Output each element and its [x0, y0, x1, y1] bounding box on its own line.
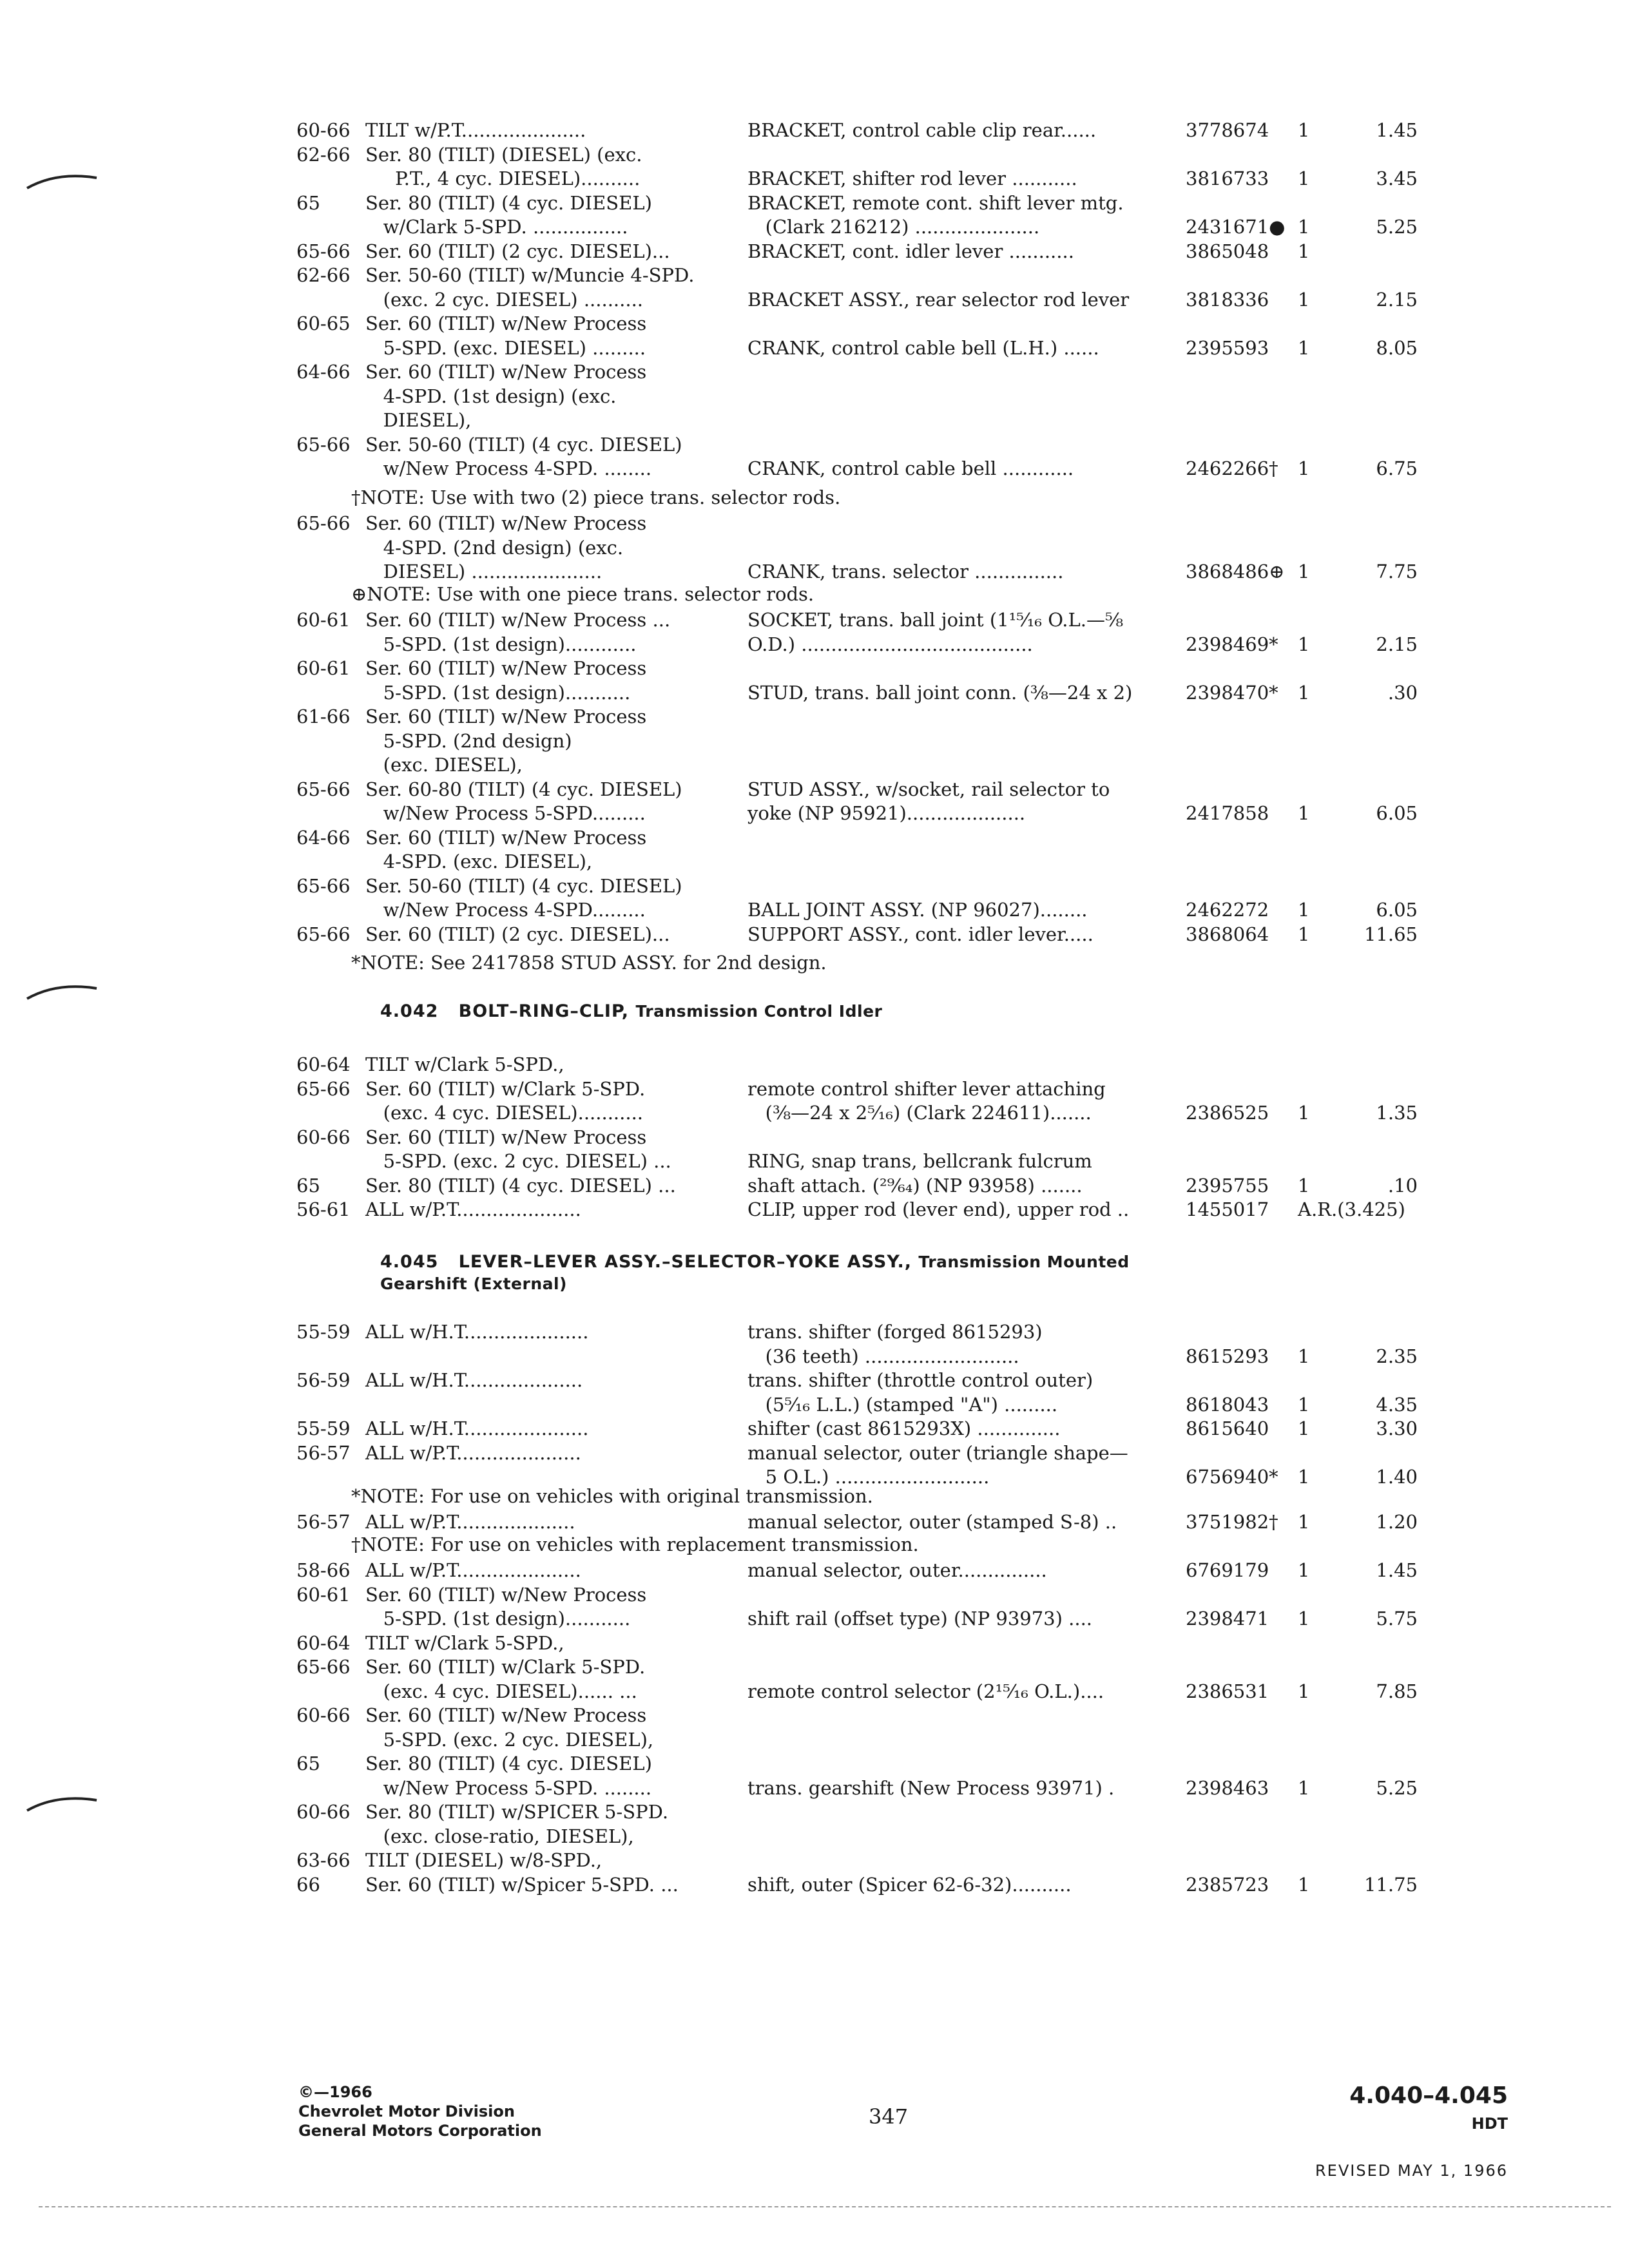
entry-description: shifter (cast 8615293X) ..............: [747, 1418, 1061, 1439]
entry-part-number: 3868064: [1186, 923, 1269, 945]
entry-description: BRACKET, control cable clip rear......: [747, 119, 1097, 141]
entry-part-number: 2398469*: [1186, 633, 1278, 655]
entry-year: 64-66: [296, 827, 351, 849]
entry-price: 7.75: [1376, 561, 1418, 582]
entry-description: shaft attach. (²⁹⁄₆₄) (NP 93958) .......: [747, 1175, 1083, 1196]
entry-year: 64-66: [296, 361, 351, 383]
entry-year: 65: [296, 1753, 320, 1774]
entry-quantity: 1: [1298, 240, 1310, 262]
entry-part-number: 2386531: [1186, 1680, 1269, 1702]
entry-model: 5-SPD. (exc. 2 cyc. DIESEL) ...: [365, 1150, 671, 1172]
entry-quantity: 1: [1298, 1680, 1310, 1702]
entry-price: 11.75: [1364, 1874, 1418, 1896]
entry-part-number: 6769179: [1186, 1559, 1269, 1581]
entry-description: shift rail (offset type) (NP 93973) ....: [747, 1608, 1093, 1629]
entry-part-number: 8615293: [1186, 1345, 1269, 1367]
entry-price: 8.05: [1376, 337, 1418, 359]
entry-year: 60-66: [296, 1126, 351, 1148]
entry-model: ALL w/H.T.....................: [365, 1418, 589, 1439]
entry-model: P.T., 4 cyc. DIESEL)..........: [365, 168, 641, 189]
entry-description: BALL JOINT ASSY. (NP 96027)........: [747, 899, 1088, 921]
entry-model: Ser. 50-60 (TILT) (4 cyc. DIESEL): [365, 875, 682, 897]
entry-year: 65-66: [296, 875, 351, 897]
entry-quantity: 1: [1298, 337, 1310, 359]
entry-year: 62-66: [296, 264, 351, 286]
section-4045-title: LEVER–LEVER ASSY.–SELECTOR–YOKE ASSY.,: [458, 1252, 912, 1272]
entry-model: 5-SPD. (1st design)............: [365, 633, 637, 655]
entry-model: Ser. 60 (TILT) w/New Process: [365, 312, 647, 334]
footer-corporation: General Motors Corporation: [298, 2122, 542, 2140]
entry-model: Ser. 80 (TILT) (4 cyc. DIESEL) ...: [365, 1175, 676, 1196]
footnote: *NOTE: See 2417858 STUD ASSY. for 2nd design.: [351, 952, 827, 974]
entry-part-number: 2462266†: [1186, 457, 1278, 479]
entry-model: Ser. 80 (TILT) (4 cyc. DIESEL): [365, 1753, 652, 1774]
entry-price: 1.35: [1376, 1102, 1418, 1124]
page-bottom-rule: [39, 2206, 1611, 2207]
entry-part-number: 1455017: [1186, 1198, 1269, 1220]
entry-model: ALL w/H.T....................: [365, 1369, 583, 1391]
entry-year: 65: [296, 192, 320, 214]
entry-quantity: 1: [1298, 1466, 1310, 1488]
entry-model: 5-SPD. (1st design)...........: [365, 1608, 631, 1629]
entry-description: BRACKET, shifter rod lever ...........: [747, 168, 1077, 189]
entry-description: STUD, trans. ball joint conn. (⅜—24 x 2): [747, 682, 1133, 704]
entry-model: Ser. 60-80 (TILT) (4 cyc. DIESEL): [365, 778, 682, 800]
entry-model: Ser. 60 (TILT) w/New Process ...: [365, 609, 671, 631]
entry-model: 5-SPD. (2nd design): [365, 730, 572, 752]
entry-part-number: 2431671●: [1186, 216, 1286, 238]
binder-hole-mark-top: [24, 169, 102, 197]
entry-year: 56-61: [296, 1198, 351, 1220]
entry-description: trans. gearshift (New Process 93971) .: [747, 1777, 1115, 1799]
entry-description: (5⁵⁄₁₆ L.L.) (stamped "A") .........: [747, 1394, 1058, 1416]
entry-quantity: 1: [1298, 899, 1310, 921]
entry-model: ALL w/P.T.....................: [365, 1198, 581, 1220]
entry-description: BRACKET, remote cont. shift lever mtg.: [747, 192, 1124, 214]
entry-year: 66: [296, 1874, 320, 1896]
entry-year: 56-57: [296, 1442, 351, 1464]
entry-model: TILT w/Clark 5-SPD.,: [365, 1632, 564, 1654]
entry-quantity: 1: [1298, 1345, 1310, 1367]
entry-description: CLIP, upper rod (lever end), upper rod ..: [747, 1198, 1130, 1220]
entry-model: 5-SPD. (exc. 2 cyc. DIESEL),: [365, 1729, 654, 1751]
entry-year: 61-66: [296, 706, 351, 727]
entry-quantity: 1: [1298, 457, 1310, 479]
entry-quantity: 1: [1298, 1559, 1310, 1581]
entry-model: Ser. 80 (TILT) w/SPICER 5-SPD.: [365, 1801, 669, 1823]
entry-description: CRANK, control cable bell ............: [747, 457, 1074, 479]
entry-description: (36 teeth) ..........................: [747, 1345, 1019, 1367]
entry-year: 56-59: [296, 1369, 351, 1391]
entry-model: Ser. 60 (TILT) w/New Process: [365, 1704, 647, 1726]
section-4042-number: 4.042: [380, 1001, 439, 1021]
entry-quantity: 1: [1298, 1777, 1310, 1799]
entry-price: 1.40: [1376, 1466, 1418, 1488]
footer-division: Chevrolet Motor Division: [298, 2102, 515, 2120]
entry-year: 60-66: [296, 1704, 351, 1726]
entry-year: 58-66: [296, 1559, 351, 1581]
entry-description: O.D.) .......................................: [747, 633, 1033, 655]
entry-year: 60-64: [296, 1632, 351, 1654]
entry-year: 63-66: [296, 1849, 351, 1871]
entry-model: (exc. 4 cyc. DIESEL)...........: [365, 1102, 644, 1124]
entry-year: 65-66: [296, 1656, 351, 1678]
entry-model: Ser. 50-60 (TILT) (4 cyc. DIESEL): [365, 434, 682, 456]
entry-description: 5 O.L.) ..........................: [747, 1466, 990, 1488]
entry-model: w/New Process 4-SPD.........: [365, 899, 646, 921]
entry-quantity: 1: [1298, 119, 1310, 141]
entry-price: 5.75: [1376, 1608, 1418, 1629]
entry-model: w/New Process 4-SPD. ........: [365, 457, 652, 479]
entry-description: CRANK, trans. selector ...............: [747, 561, 1064, 582]
entry-quantity: 1: [1298, 1874, 1310, 1896]
entry-quantity: 1: [1298, 216, 1310, 238]
entry-quantity: 1: [1298, 561, 1310, 582]
entry-price: 2.15: [1376, 289, 1418, 311]
entry-description: remote control selector (2¹⁵⁄₁₆ O.L.)....: [747, 1680, 1104, 1702]
entry-year: 60-61: [296, 609, 351, 631]
entry-year: 65-66: [296, 778, 351, 800]
entry-model: DIESEL) ......................: [365, 561, 602, 582]
section-4042-title: BOLT–RING–CLIP,: [458, 1001, 630, 1021]
entry-description: shift, outer (Spicer 62-6-32)..........: [747, 1874, 1072, 1896]
entry-price: 5.25: [1376, 1777, 1418, 1799]
entry-model: Ser. 60 (TILT) w/New Process: [365, 706, 647, 727]
entry-price: 4.35: [1376, 1394, 1418, 1416]
section-4045-heading: [380, 1251, 1130, 1273]
entry-part-number: 2417858: [1186, 802, 1269, 824]
entry-quantity: 1: [1298, 168, 1310, 189]
entry-price: 6.75: [1376, 457, 1418, 479]
entry-model: Ser. 60 (TILT) w/New Process: [365, 512, 647, 534]
page-number: 347: [869, 2104, 909, 2129]
entry-model: Ser. 60 (TILT) w/Clark 5-SPD.: [365, 1656, 646, 1678]
entry-part-number: 2395755: [1186, 1175, 1269, 1196]
footer-code: HDT: [1471, 2115, 1508, 2133]
entry-model: DIESEL),: [365, 409, 472, 431]
entry-part-number: 6756940*: [1186, 1466, 1278, 1488]
entry-part-number: 2395593: [1186, 337, 1269, 359]
entry-quantity: 1: [1298, 633, 1310, 655]
entry-model: 5-SPD. (1st design)...........: [365, 682, 631, 704]
entry-part-number: 2398470*: [1186, 682, 1278, 704]
section-4045-heading-line2: [380, 1273, 567, 1295]
entry-model: TILT w/P.T.....................: [365, 119, 586, 141]
entry-model: Ser. 60 (TILT) (2 cyc. DIESEL)...: [365, 923, 670, 945]
entry-description: yoke (NP 95921)....................: [747, 802, 1026, 824]
entry-description: RING, snap trans, bellcrank fulcrum: [747, 1150, 1092, 1172]
entry-quantity: A.R.(3.425): [1298, 1198, 1405, 1220]
entry-quantity: 1: [1298, 1608, 1310, 1629]
entry-year: 65: [296, 1175, 320, 1196]
entry-description: remote control shifter lever attaching: [747, 1078, 1106, 1100]
entry-model: 4-SPD. (1st design) (exc.: [365, 385, 617, 407]
section-4045-subtitle: Transmission Mounted: [918, 1253, 1130, 1271]
entry-model: w/New Process 5-SPD.........: [365, 802, 646, 824]
entry-model: w/New Process 5-SPD. ........: [365, 1777, 652, 1799]
entry-model: (exc. 4 cyc. DIESEL)...... ...: [365, 1680, 637, 1702]
entry-year: 55-59: [296, 1418, 351, 1439]
entry-part-number: 2462272: [1186, 899, 1269, 921]
entry-model: 5-SPD. (exc. DIESEL) .........: [365, 337, 646, 359]
section-4045-title2: Gearshift (External): [380, 1274, 567, 1293]
entry-model: ALL w/P.T.....................: [365, 1559, 581, 1581]
section-4042-subtitle: Transmission Control Idler: [635, 1002, 883, 1021]
entry-model: TILT w/Clark 5-SPD.,: [365, 1053, 564, 1075]
entry-model: Ser. 60 (TILT) w/Clark 5-SPD.: [365, 1078, 646, 1100]
entry-quantity: 1: [1298, 1511, 1310, 1533]
entry-model: Ser. 60 (TILT) w/New Process: [365, 1126, 647, 1148]
entry-part-number: 3751982†: [1186, 1511, 1278, 1533]
entry-part-number: 2398471: [1186, 1608, 1269, 1629]
entry-year: 62-66: [296, 144, 351, 166]
entry-price: 11.65: [1364, 923, 1418, 945]
entry-price: 2.15: [1376, 633, 1418, 655]
entry-model: Ser. 60 (TILT) w/New Process: [365, 361, 647, 383]
entry-model: Ser. 80 (TILT) (DIESEL) (exc.: [365, 144, 642, 166]
entry-model: (exc. close-ratio, DIESEL),: [365, 1825, 634, 1847]
entry-model: (exc. DIESEL),: [365, 754, 523, 776]
entry-model: Ser. 60 (TILT) w/New Process: [365, 1584, 647, 1606]
entry-model: ALL w/P.T....................: [365, 1511, 575, 1533]
entry-quantity: 1: [1298, 289, 1310, 311]
entry-year: 65-66: [296, 434, 351, 456]
footnote: †NOTE: For use on vehicles with replacement transmission.: [351, 1533, 919, 1555]
entry-description: manual selector, outer (stamped S-8) ..: [747, 1511, 1117, 1533]
entry-year: 60-61: [296, 1584, 351, 1606]
entry-model: Ser. 50-60 (TILT) w/Muncie 4-SPD.: [365, 264, 695, 286]
entry-year: 65-66: [296, 240, 351, 262]
entry-year: 60-65: [296, 312, 351, 334]
entry-quantity: 1: [1298, 1418, 1310, 1439]
entry-description: (⅜—24 x 2⁵⁄₁₆) (Clark 224611).......: [747, 1102, 1092, 1124]
footnote: *NOTE: For use on vehicles with original transmission.: [351, 1485, 873, 1507]
entry-description: SOCKET, trans. ball joint (1¹⁵⁄₁₆ O.L.—⅝: [747, 609, 1124, 631]
entry-price: 3.30: [1376, 1418, 1418, 1439]
entry-description: BRACKET ASSY., rear selector rod lever: [747, 289, 1130, 311]
entry-part-number: 8615640: [1186, 1418, 1269, 1439]
entry-part-number: 2398463: [1186, 1777, 1269, 1799]
footnote: ⊕NOTE: Use with one piece trans. selector rods.: [351, 583, 815, 605]
entry-model: Ser. 60 (TILT) (2 cyc. DIESEL)...: [365, 240, 670, 262]
entry-price: 5.25: [1376, 216, 1418, 238]
entry-description: BRACKET, cont. idler lever ...........: [747, 240, 1074, 262]
entry-price: .10: [1387, 1175, 1418, 1196]
entry-model: w/Clark 5-SPD. ................: [365, 216, 628, 238]
entry-model: 4-SPD. (exc. DIESEL),: [365, 850, 593, 872]
entry-year: 60-61: [296, 657, 351, 679]
binder-hole-mark-middle: [24, 979, 102, 1008]
entry-part-number: 3778674: [1186, 119, 1269, 141]
entry-price: 2.35: [1376, 1345, 1418, 1367]
entry-part-number: 3816733: [1186, 168, 1269, 189]
entry-price: 1.45: [1376, 1559, 1418, 1581]
footnote: †NOTE: Use with two (2) piece trans. selector rods.: [351, 486, 841, 508]
entry-description: manual selector, outer (triangle shape—: [747, 1442, 1128, 1464]
footer-section-range: 4.040–4.045: [1349, 2082, 1508, 2109]
entry-part-number: 2386525: [1186, 1102, 1269, 1124]
entry-year: 56-57: [296, 1511, 351, 1533]
entry-model: ALL w/H.T.....................: [365, 1321, 589, 1343]
entry-model: Ser. 60 (TILT) w/Spicer 5-SPD. ...: [365, 1874, 679, 1896]
entry-quantity: 1: [1298, 682, 1310, 704]
entry-year: 60-66: [296, 1801, 351, 1823]
entry-model: Ser. 60 (TILT) w/New Process: [365, 827, 647, 849]
entry-description: CRANK, control cable bell (L.H.) ......: [747, 337, 1099, 359]
entry-model: 4-SPD. (2nd design) (exc.: [365, 537, 624, 559]
entry-quantity: 1: [1298, 1394, 1310, 1416]
entry-description: trans. shifter (forged 8615293): [747, 1321, 1043, 1343]
entry-description: trans. shifter (throttle control outer): [747, 1369, 1094, 1391]
entry-price: .30: [1387, 682, 1418, 704]
entry-part-number: 3818336: [1186, 289, 1269, 311]
section-4045-number: 4.045: [380, 1252, 439, 1272]
entry-part-number: 3865048: [1186, 240, 1269, 262]
entry-year: 60-64: [296, 1053, 351, 1075]
entry-quantity: 1: [1298, 1102, 1310, 1124]
entry-year: 55-59: [296, 1321, 351, 1343]
entry-year: 60-66: [296, 119, 351, 141]
entry-model: Ser. 60 (TILT) w/New Process: [365, 657, 647, 679]
entry-price: 1.45: [1376, 119, 1418, 141]
entry-model: TILT (DIESEL) w/8-SPD.,: [365, 1849, 602, 1871]
entry-price: 3.45: [1376, 168, 1418, 189]
entry-quantity: 1: [1298, 802, 1310, 824]
footer-revised: REVISED MAY 1, 1966: [1315, 2162, 1508, 2180]
entry-part-number: 2385723: [1186, 1874, 1269, 1896]
entry-description: manual selector, outer...............: [747, 1559, 1047, 1581]
entry-price: 1.20: [1376, 1511, 1418, 1533]
entry-year: 65-66: [296, 1078, 351, 1100]
entry-price: 6.05: [1376, 899, 1418, 921]
entry-year: 65-66: [296, 923, 351, 945]
entry-price: 6.05: [1376, 802, 1418, 824]
footer-copyright: ©—1966: [298, 2083, 372, 2101]
section-4042-heading: [380, 1001, 882, 1023]
entry-model: (exc. 2 cyc. DIESEL) ..........: [365, 289, 644, 311]
entry-quantity: 1: [1298, 1175, 1310, 1196]
entry-year: 65-66: [296, 512, 351, 534]
entry-description: (Clark 216212) .....................: [747, 216, 1040, 238]
entry-description: SUPPORT ASSY., cont. idler lever.....: [747, 923, 1094, 945]
binder-hole-mark-bottom: [24, 1791, 102, 1820]
entry-part-number: 3868486⊕: [1186, 561, 1285, 582]
entry-price: 7.85: [1376, 1680, 1418, 1702]
entry-description: STUD ASSY., w/socket, rail selector to: [747, 778, 1110, 800]
entry-model: Ser. 80 (TILT) (4 cyc. DIESEL): [365, 192, 652, 214]
entry-part-number: 8618043: [1186, 1394, 1269, 1416]
entry-model: ALL w/P.T.....................: [365, 1442, 581, 1464]
entry-quantity: 1: [1298, 923, 1310, 945]
